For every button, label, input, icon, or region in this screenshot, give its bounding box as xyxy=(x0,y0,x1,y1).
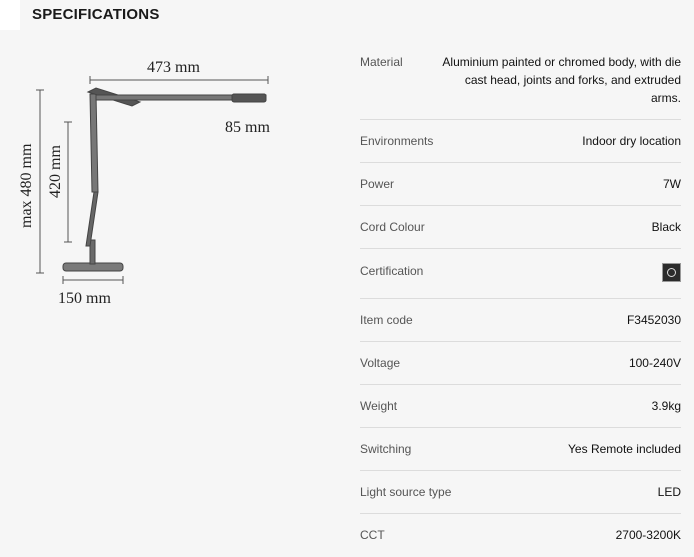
spec-row-cct xyxy=(360,514,681,557)
spec-value: Aluminium painted or chromed body, with die cast head, joints and forks, and extruded arms. xyxy=(442,55,681,105)
spec-label: Cord Colour xyxy=(360,220,425,234)
spec-label: Certification xyxy=(360,264,424,278)
certification-mark-icon xyxy=(662,263,681,282)
spec-label: Switching xyxy=(360,442,412,456)
spec-row-switching xyxy=(360,428,681,471)
arm-length-label: 473 mm xyxy=(147,59,200,76)
section-title: SPECIFICATIONS xyxy=(32,6,160,23)
spec-label: Power xyxy=(360,177,395,191)
spec-row-voltage xyxy=(360,342,681,385)
spec-label: Environments xyxy=(360,134,434,148)
spec-row-weight xyxy=(360,385,681,428)
spec-value: 3.9kg xyxy=(651,399,681,413)
spec-row-material xyxy=(360,40,681,120)
spec-value: Indoor dry location xyxy=(582,134,681,148)
spec-row-cord-colour xyxy=(360,206,681,249)
spec-label: Voltage xyxy=(360,356,401,370)
spec-value: 100-240V xyxy=(628,356,681,370)
lamp-silhouette xyxy=(63,88,266,271)
spec-label: Weight xyxy=(360,399,398,413)
spec-value: 2700-3200K xyxy=(615,528,681,542)
spec-value: LED xyxy=(657,485,681,499)
spec-value: Black xyxy=(651,220,681,234)
base-width-label: 150 mm xyxy=(58,290,111,307)
spec-row-light-source-type xyxy=(360,471,681,514)
max-height-label: max 480 mm xyxy=(18,143,35,228)
spec-label: CCT xyxy=(360,528,385,542)
spec-row-item-code xyxy=(360,299,681,342)
spec-row-power xyxy=(360,163,681,206)
spec-label: Material xyxy=(360,55,403,69)
spec-label: Light source type xyxy=(360,485,452,499)
spec-label: Item code xyxy=(360,313,413,327)
spec-row-environments xyxy=(360,120,681,163)
specifications-list xyxy=(360,40,681,557)
spec-row-certification xyxy=(360,249,681,299)
lamp-dimension-diagram xyxy=(0,40,330,330)
spec-value: F3452030 xyxy=(626,313,681,327)
spec-value: 7W xyxy=(663,177,681,191)
height-label: 420 mm xyxy=(47,145,64,198)
spec-value: Yes Remote included xyxy=(568,442,681,456)
header-tab xyxy=(0,0,20,30)
head-width-label: 85 mm xyxy=(225,119,270,136)
